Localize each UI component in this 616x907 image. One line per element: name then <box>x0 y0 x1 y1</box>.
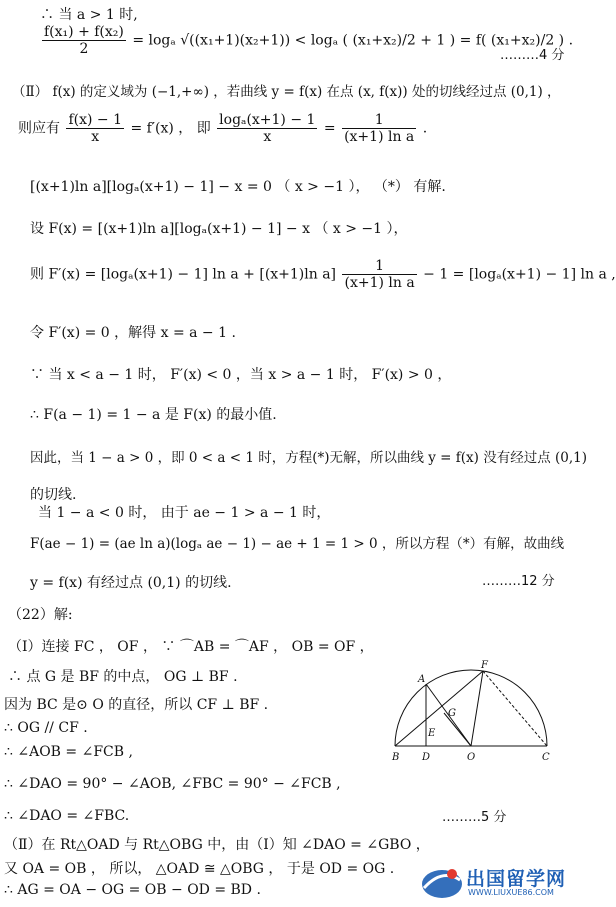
line-7-pre: 则 F′(x) = [logₐ(x+1) − 1] ln a + [(x+1)ln a] <box>30 266 337 283</box>
label-g: G <box>448 708 456 719</box>
frac-numerator: 1 <box>342 112 416 129</box>
line-17: （Ⅰ）连接 FC ， OF ， ∵ ⌒AB = ⌒AF ， OB = OF ， <box>8 639 374 655</box>
frac-denominator: x <box>91 129 100 145</box>
frac-denominator: (x+1) ln a <box>344 129 415 145</box>
fraction-f-sum <box>42 24 126 57</box>
line-20: ∴ OG // CF . <box>4 720 88 736</box>
geometry-figure <box>392 658 560 768</box>
line-4-mid: = f′(x) ， 即 <box>130 120 211 137</box>
segment-bf <box>395 671 483 746</box>
label-c: C <box>542 752 550 763</box>
line-16: （22）解: <box>8 607 73 623</box>
score-12: ………12 分 <box>482 574 555 589</box>
frac-numerator: logₐ(x+1) − 1 <box>219 112 316 128</box>
frac-denominator: x <box>263 129 272 145</box>
logo-text-cn: 出国留学网 <box>466 868 567 890</box>
line-1: ∴ 当 a > 1 时, <box>40 7 138 23</box>
line-10: ∴ F(a − 1) = 1 − a 是 F(x) 的最小值. <box>30 407 277 423</box>
line-5: [(x+1)ln a][logₐ(x+1) − 1] − x = 0 （ x > −1 ）， （*） 有解. <box>30 179 446 195</box>
frac-numerator: 1 <box>342 258 416 275</box>
line-14: F(ae − 1) = (ae ln a)(logₐ ae − 1) − ae + 1 = 1 > 0 ，所以方程（*）有解，故曲线 <box>30 536 565 552</box>
line-26: ∴ AG = OA − OG = OB − OD = BD . <box>4 882 261 898</box>
line-4-eq: = <box>323 120 336 137</box>
line-6: 设 F(x) = [(x+1)ln a][logₐ(x+1) − 1] − x （ x > −1 ）， <box>30 221 408 237</box>
line-24: （Ⅱ）在 Rt△OAD 与 Rt△OBG 中，由（Ⅰ）知 ∠DAO = ∠GBO ， <box>4 837 430 853</box>
fraction-log-minus-1 <box>217 112 317 145</box>
line-22: ∴ ∠DAO = 90° − ∠AOB, ∠FBC = 90° − ∠FCB , <box>4 776 341 792</box>
segment-of <box>471 671 483 746</box>
line-8: 令 F′(x) = 0 ，解得 x = a − 1 . <box>30 325 236 341</box>
line-7-post: − 1 = [logₐ(x+1) − 1] ln a , <box>423 266 616 283</box>
line-19: 因为 BC 是⊙ O 的直径，所以 CF ⊥ BF . <box>4 697 269 713</box>
fraction-one-over <box>342 112 416 145</box>
frac-numerator: f(x) − 1 <box>68 112 122 128</box>
line-12: 的切线. <box>30 487 77 503</box>
line-11: 因此，当 1 − a > 0 ，即 0 < a < 1 时，方程(*)无解，所以曲线 y = f(x) 没有经过点 (0,1) <box>30 450 588 466</box>
line-15: y = f(x) 有经过点 (0,1) 的切线. <box>30 575 232 591</box>
logo-emblem-icon <box>420 862 464 902</box>
line-18: ∴ 点 G 是 BF 的中点， OG ⊥ BF . <box>8 669 238 685</box>
score-5: ………5 分 <box>442 810 507 825</box>
line-4 <box>18 112 427 145</box>
label-f: F <box>481 660 488 671</box>
line-7 <box>30 258 616 291</box>
frac-denominator: (x+1) ln a <box>344 275 415 291</box>
line-9: ∵ 当 x < a − 1 时， F′(x) < 0 ，当 x > a − 1 时， F′(x) > 0 ， <box>30 367 452 383</box>
frac-numerator: f(x₁) + f(x₂) <box>44 24 124 40</box>
label-e: E <box>428 728 436 739</box>
line-21: ∴ ∠AOB = ∠FCB , <box>4 744 133 760</box>
line-4-end: . <box>422 120 428 137</box>
line-4-pre: 则应有 <box>18 120 60 137</box>
logo-text-url: WWW.LIUXUE86.COM <box>468 888 554 897</box>
line-23: ∴ ∠DAO = ∠FBC. <box>4 808 130 824</box>
label-d: D <box>422 752 431 763</box>
fraction-fx-minus-1 <box>66 112 124 145</box>
line-3: （Ⅱ） f(x) 的定义域为 (−1,+∞) ，若曲线 y = f(x) 在点 (x, f(x)) 处的切线经过点 (0,1) ， <box>12 84 561 100</box>
label-o: O <box>467 752 476 763</box>
fraction-one-over-2 <box>342 258 416 291</box>
line-2 <box>40 24 573 57</box>
label-b: B <box>392 752 400 763</box>
line-2-rest: = logₐ √((x₁+1)(x₂+1)) < logₐ ( (x₁+x₂)/2 + 1 ) = f( (x₁+x₂)/2 ) . <box>132 32 574 49</box>
label-a: A <box>418 674 426 685</box>
line-25: 又 OA = OB ， 所以， △OAD ≅ △OBG ， 于是 OD = OG . <box>4 861 395 877</box>
segment-af <box>426 671 483 684</box>
site-logo <box>420 862 570 904</box>
score-4: ………4 分 <box>500 48 565 63</box>
frac-denominator: 2 <box>79 41 89 57</box>
line-13: 当 1 − a < 0 时， 由于 ae − 1 > a − 1 时， <box>38 505 331 521</box>
